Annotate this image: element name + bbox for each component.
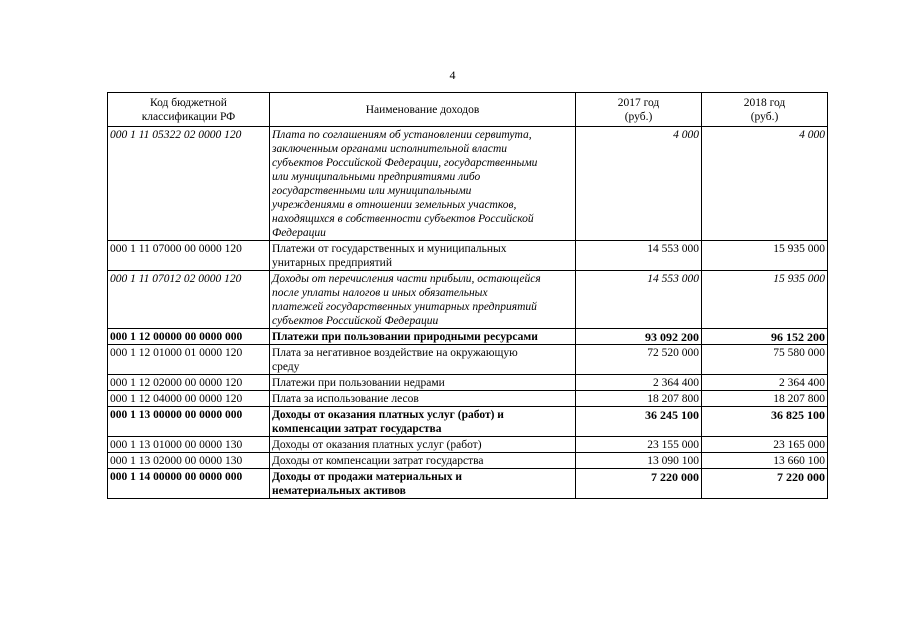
budget-code: 000 1 14 00000 00 0000 000 xyxy=(108,469,270,499)
header-code xyxy=(108,93,270,127)
revenue-name-line: находящихся в собственности субъектов Российской xyxy=(272,213,534,225)
revenue-name-line: Плата за негативное воздействие на окружающую xyxy=(272,347,518,359)
amount-2018: 15 935 000 xyxy=(702,241,828,271)
revenue-name-line: Доходы от оказания платных услуг (работ) и xyxy=(272,409,504,421)
table-row xyxy=(108,375,828,391)
revenue-name xyxy=(270,437,576,453)
budget-code: 000 1 13 02000 00 0000 130 xyxy=(108,453,270,469)
budget-code: 000 1 12 02000 00 0000 120 xyxy=(108,375,270,391)
revenue-name-line: Платежи при пользовании недрами xyxy=(272,377,445,389)
revenue-name-line: унитарных предприятий xyxy=(272,257,392,269)
table-row xyxy=(108,271,828,329)
header-year-2017 xyxy=(576,93,702,127)
header-year-2018 xyxy=(702,93,828,127)
revenue-name-line: среду xyxy=(272,361,300,373)
amount-2017: 14 553 000 xyxy=(576,271,702,329)
amount-2018: 18 207 800 xyxy=(702,391,828,407)
amount-2018: 13 660 100 xyxy=(702,453,828,469)
header-year-line: 2018 год xyxy=(743,96,786,109)
amount-2017: 72 520 000 xyxy=(576,345,702,375)
revenue-name-line: Доходы от перечисления части прибыли, остающейся xyxy=(272,273,541,285)
revenue-name xyxy=(270,241,576,271)
header-code-line: Код бюджетной xyxy=(150,96,227,109)
revenue-name-line: Плата по соглашениям об установлении сервитута, xyxy=(272,129,532,141)
table-header-row xyxy=(108,93,828,127)
budget-code: 000 1 11 07012 02 0000 120 xyxy=(108,271,270,329)
amount-2017: 2 364 400 xyxy=(576,375,702,391)
revenue-name-line: Доходы от продажи материальных и xyxy=(272,471,462,483)
amount-2017: 4 000 xyxy=(576,127,702,241)
budget-code: 000 1 12 01000 01 0000 120 xyxy=(108,345,270,375)
revenue-name-line: Платежи от государственных и муниципальных xyxy=(272,243,507,255)
amount-2017: 36 245 100 xyxy=(576,407,702,437)
revenue-name-line: или муниципальными предприятиями либо xyxy=(272,171,481,183)
amount-2018: 75 580 000 xyxy=(702,345,828,375)
amount-2017: 13 090 100 xyxy=(576,453,702,469)
budget-code: 000 1 11 05322 02 0000 120 xyxy=(108,127,270,241)
amount-2018: 23 165 000 xyxy=(702,437,828,453)
page-number: 4 xyxy=(449,68,456,82)
budget-code: 000 1 11 07000 00 0000 120 xyxy=(108,241,270,271)
amount-2018: 15 935 000 xyxy=(702,271,828,329)
revenue-name xyxy=(270,345,576,375)
budget-code: 000 1 12 00000 00 0000 000 xyxy=(108,329,270,345)
amount-2017: 93 092 200 xyxy=(576,329,702,345)
revenue-name xyxy=(270,469,576,499)
table-row xyxy=(108,453,828,469)
amount-2018: 4 000 xyxy=(702,127,828,241)
table-row xyxy=(108,469,828,499)
budget-code: 000 1 12 04000 00 0000 120 xyxy=(108,391,270,407)
revenue-name-line: Доходы от компенсации затрат государства xyxy=(272,455,484,467)
budget-code: 000 1 13 00000 00 0000 000 xyxy=(108,407,270,437)
header-code-line: классификации РФ xyxy=(141,110,236,123)
revenue-table xyxy=(107,92,828,499)
table-row xyxy=(108,437,828,453)
amount-2017: 23 155 000 xyxy=(576,437,702,453)
table-row xyxy=(108,407,828,437)
header-year-line: 2017 год xyxy=(617,96,660,109)
revenue-name-line: компенсации затрат государства xyxy=(272,423,442,435)
table-row xyxy=(108,345,828,375)
revenue-name xyxy=(270,407,576,437)
amount-2017: 14 553 000 xyxy=(576,241,702,271)
revenue-name xyxy=(270,329,576,345)
revenue-name-line: Федерации xyxy=(272,227,326,239)
revenue-name-line: после уплаты налогов и иных обязательных xyxy=(272,287,488,299)
table-row xyxy=(108,127,828,241)
revenue-name xyxy=(270,127,576,241)
revenue-name-line: Платежи при пользовании природными ресурсами xyxy=(272,331,538,343)
revenue-name-line: нематериальных активов xyxy=(272,485,406,497)
revenue-name-line: субъектов Российской Федерации xyxy=(272,315,439,327)
revenue-name-line: Плата за использование лесов xyxy=(272,393,419,405)
revenue-name xyxy=(270,271,576,329)
revenue-name-line: государственными или муниципальными xyxy=(272,185,472,197)
amount-2018: 36 825 100 xyxy=(702,407,828,437)
budget-code: 000 1 13 01000 00 0000 130 xyxy=(108,437,270,453)
header-year-line: (руб.) xyxy=(750,110,779,123)
amount-2017: 18 207 800 xyxy=(576,391,702,407)
header-year-line: (руб.) xyxy=(624,110,653,123)
amount-2018: 2 364 400 xyxy=(702,375,828,391)
revenue-name xyxy=(270,453,576,469)
revenue-name xyxy=(270,375,576,391)
table-body xyxy=(108,127,828,499)
table-row xyxy=(108,241,828,271)
amount-2018: 96 152 200 xyxy=(702,329,828,345)
table-row xyxy=(108,391,828,407)
amount-2018: 7 220 000 xyxy=(702,469,828,499)
table-row xyxy=(108,329,828,345)
revenue-name-line: заключенным органами исполнительной власти xyxy=(272,143,508,155)
amount-2017: 7 220 000 xyxy=(576,469,702,499)
revenue-name-line: платежей государственных унитарных предприятий xyxy=(272,301,537,313)
revenue-name-line: Доходы от оказания платных услуг (работ) xyxy=(272,439,482,451)
header-name: Наименование доходов xyxy=(270,93,576,127)
revenue-name xyxy=(270,391,576,407)
revenue-name-line: учреждениями в отношении земельных участков, xyxy=(272,199,517,211)
revenue-name-line: субъектов Российской Федерации, государственными xyxy=(272,157,538,169)
